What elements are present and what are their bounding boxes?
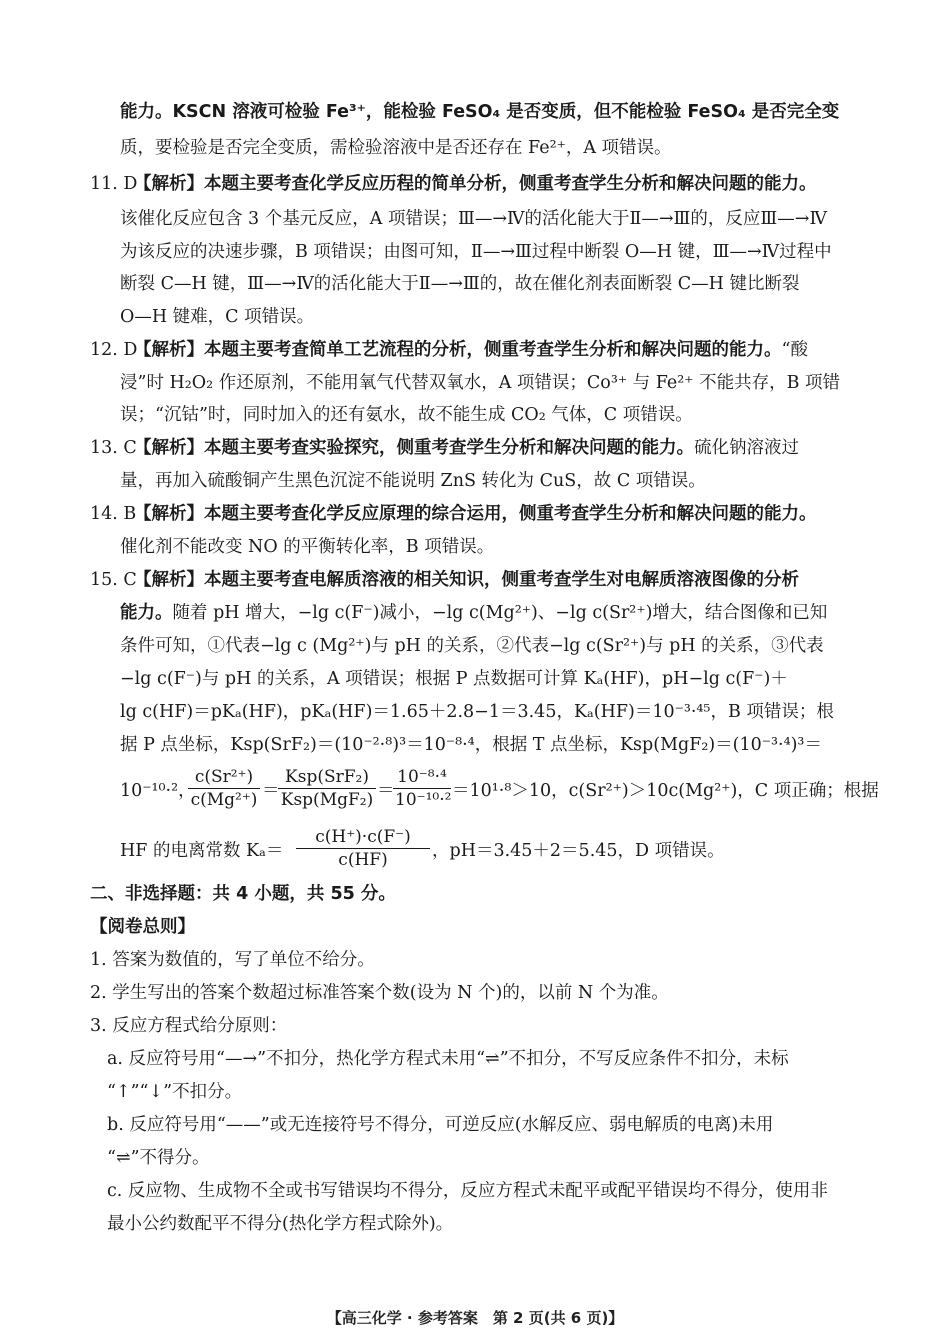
line-text: 随着 pH 增大，−lg c(F⁻)减小，−lg c(Mg²⁺)、−lg c(Sr²⁺)增大，结合图像和已知 xyxy=(172,603,828,623)
rules-title: 【阅卷总则】 xyxy=(90,917,195,937)
answer-number: 14. B xyxy=(90,504,137,524)
analysis-summary: 能力。 xyxy=(120,603,173,623)
text-line xyxy=(120,368,840,398)
rule-item: 2. 学生写出的答案个数超过标准答案个数(设为 N 个)的，以前 N 个为准。 xyxy=(90,983,669,1003)
analysis-tag: 【解析】 xyxy=(134,438,204,458)
subrule-item: b. 反应符号用“——”或无连接符号不得分，可逆反应(水解反应、弱电解质的电离)未用 xyxy=(107,1115,774,1135)
analysis-summary: 本题主要考查简单工艺流程的分析，侧重考查学生分析和解决问题的能力。 xyxy=(204,340,782,360)
fraction-denominator: Ksp(MgF₂) xyxy=(280,790,374,810)
fraction-denominator: 10⁻¹⁰·² xyxy=(395,790,452,810)
equals-sign: ＝ xyxy=(262,781,280,801)
line-text: 该催化反应包含 3 个基元反应，A 项错误；Ⅲ—→Ⅳ的活化能大于Ⅱ—→Ⅲ的，反应Ⅲ—→Ⅳ xyxy=(120,209,827,229)
text-line-1 xyxy=(120,97,839,127)
line-text: −lg c(F⁻)与 pH 的关系，A 项错误；根据 P 点数据可计算 Kₐ(HF)，pH−lg c(F⁻)＋ xyxy=(120,669,788,689)
fraction-numerator: c(H⁺)·c(F⁻) xyxy=(315,827,411,847)
fraction-denominator: c(HF) xyxy=(338,850,388,870)
answer-item-14 xyxy=(90,499,817,529)
text-line xyxy=(120,664,788,694)
analysis-tag: 【解析】 xyxy=(134,340,204,360)
page-footer: 【高三化学 · 参考答案 第 2 页(共 6 页)】 xyxy=(326,1309,624,1327)
text-line xyxy=(120,631,824,661)
line-text: 硫化钠溶液过 xyxy=(694,438,799,458)
analysis-tag: 【解析】 xyxy=(134,504,204,524)
answer-item-11 xyxy=(90,169,817,199)
fraction-concentration-ratio xyxy=(188,766,260,811)
fraction-numerator: 10⁻⁸·⁴ xyxy=(397,767,447,787)
equals-sign: ＝ xyxy=(377,781,395,801)
text-line xyxy=(120,532,494,562)
line-text: 浸”时 H₂O₂ 作还原剂，不能用氧气代替双氧水，A 项错误；Co³⁺ 与 Fe²⁺ 不能共存，B 项错 xyxy=(120,373,840,393)
text-line xyxy=(120,237,832,267)
rule-item: 3. 反应方程式给分原则： xyxy=(90,1016,288,1036)
line-text: 条件可知，①代表−lg c (Mg²⁺)与 pH 的关系，②代表−lg c(Sr²⁺)与 pH 的关系，③代表 xyxy=(120,636,824,656)
subrule-item: 最小公约数配平不得分(热化学方程式除外)。 xyxy=(107,1214,454,1234)
text-line xyxy=(120,269,800,299)
equation-prefix: 10⁻¹⁰·²， xyxy=(120,781,196,801)
text-line xyxy=(120,302,314,332)
fraction-power-ratio xyxy=(393,766,451,811)
subrule-item: “↑”“↓”不扣分。 xyxy=(107,1082,243,1102)
subrule-item: “⇌”不得分。 xyxy=(107,1148,210,1168)
line-text: 催化剂不能改变 NO 的平衡转化率，B 项错误。 xyxy=(120,537,495,557)
analysis-tag: 【解析】 xyxy=(134,570,204,590)
line-text: 据 P 点坐标，Ksp(SrF₂)＝(10⁻²·⁸)³＝10⁻⁸·⁴，根据 T 点坐标，Ksp(MgF₂)＝(10⁻³·⁴)³＝ xyxy=(120,735,822,755)
subrule-item: c. 反应物、生成物不全或书写错误均不得分，反应方程式未配平或配平错误均不得分，使用非 xyxy=(107,1181,828,1201)
answer-number: 12. D xyxy=(90,340,138,360)
analysis-summary: 本题主要考查化学反应历程的简单分析，侧重考查学生分析和解决问题的能力。 xyxy=(204,174,817,194)
text-line xyxy=(120,598,827,628)
answer-item-15 xyxy=(90,565,799,595)
line-text: 为该反应的决速步骤，B 项错误；由图可知，Ⅱ—→Ⅲ过程中断裂 O—H 键，Ⅲ—→Ⅳ过程中 xyxy=(120,242,832,262)
equation-suffix: ，pH＝3.45＋2＝5.45，D 项错误。 xyxy=(432,841,725,861)
analysis-summary: 本题主要考查实验探究，侧重考查学生分析和解决问题的能力。 xyxy=(204,438,694,458)
section-title: 二、非选择题：共 4 小题，共 55 分。 xyxy=(90,884,396,904)
text-line xyxy=(120,697,834,727)
answer-item-12 xyxy=(90,335,808,365)
fraction-numerator: c(Sr²⁺) xyxy=(194,767,254,787)
analysis-tag: 【解析】 xyxy=(134,174,204,194)
line-text: “酸 xyxy=(781,340,808,360)
subrule-item: a. 反应符号用“—→”不扣分，热化学方程式未用“⇌”不扣分，不写反应条件不扣分，未标 xyxy=(107,1049,789,1069)
answer-item-13 xyxy=(90,433,799,463)
line-text: O—H 键难，C 项错误。 xyxy=(120,307,315,327)
rule-item: 1. 答案为数值的，写了单位不给分。 xyxy=(90,950,375,970)
text-line xyxy=(120,466,706,496)
line-text: 误；“沉钴”时，同时加入的还有氨水，故不能生成 CO₂ 气体，C 项错误。 xyxy=(120,405,693,425)
answer-number: 11. D xyxy=(90,174,138,194)
analysis-summary: 本题主要考查电解质溶液的相关知识，侧重考查学生对电解质溶液图像的分析 xyxy=(204,570,799,590)
equation-suffix: ＝10¹·⁸＞10，c(Sr²⁺)＞10c(Mg²⁺)，C 项正确；根据 xyxy=(452,781,879,801)
fraction-numerator: Ksp(SrF₂) xyxy=(285,767,369,787)
line-text: 断裂 C—H 键，Ⅲ—→Ⅳ的活化能大于Ⅱ—→Ⅲ的，故在催化剂表面断裂 C—H 键比断裂 xyxy=(120,274,800,294)
fraction-denominator: c(Mg²⁺) xyxy=(190,790,258,810)
text-line-2 xyxy=(120,133,672,163)
line-text: 量，再加入硫酸铜产生黑色沉淀不能说明 ZnS 转化为 CuS，故 C 项错误。 xyxy=(120,471,706,491)
line-text: 质，要检验是否完全变质，需检验溶液中是否还存在 Fe²⁺，A 项错误。 xyxy=(120,138,672,158)
line-text: lg c(HF)＝pKₐ(HF)，pKₐ(HF)＝1.65＋2.8−1＝3.45，Kₐ(HF)＝10⁻³·⁴⁵，B 项错误；根 xyxy=(120,702,834,722)
fraction-ka-expression xyxy=(296,826,430,871)
answer-number: 13. C xyxy=(90,438,137,458)
analysis-summary: 本题主要考查化学反应原理的综合运用，侧重考查学生分析和解决问题的能力。 xyxy=(204,504,817,524)
line-text: 能力。KSCN 溶液可检验 Fe³⁺，能检验 FeSO₄ 是否变质，但不能检验 FeSO₄ 是否完全变 xyxy=(120,102,840,122)
text-line xyxy=(120,204,827,234)
fraction-ksp-ratio xyxy=(278,766,376,811)
equation-prefix: HF 的电离常数 Kₐ＝ xyxy=(120,841,284,861)
answer-number: 15. C xyxy=(90,570,137,590)
text-line xyxy=(120,400,693,430)
text-line xyxy=(120,730,822,760)
